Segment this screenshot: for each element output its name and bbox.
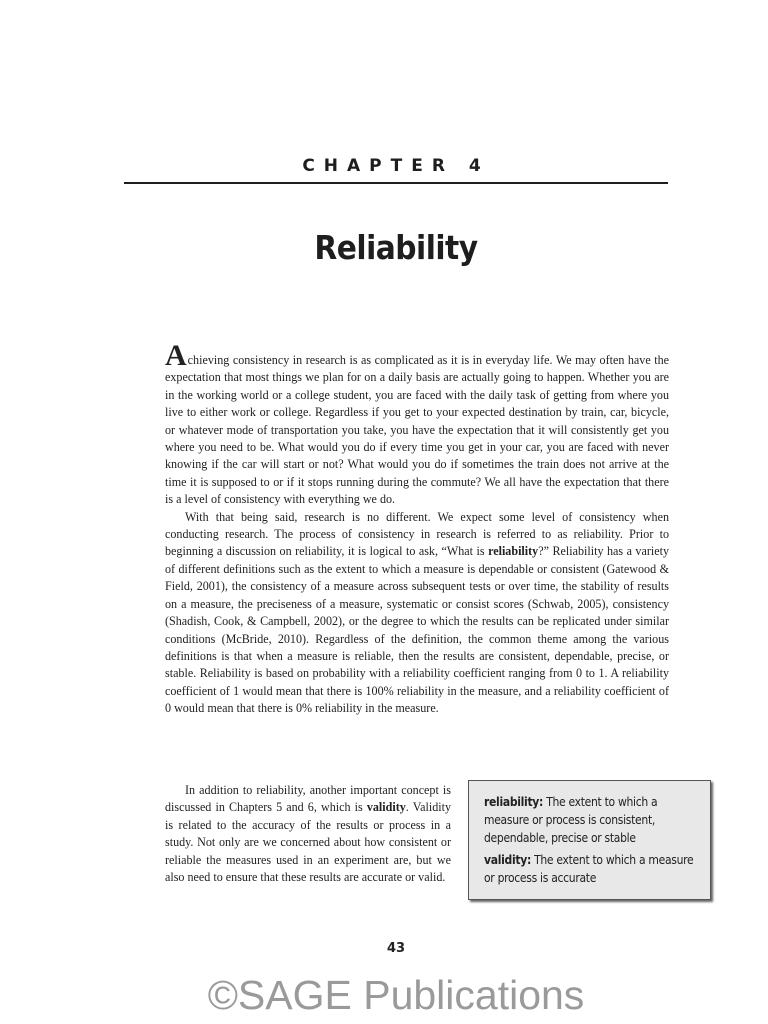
chapter-rule — [124, 182, 668, 184]
glossary-term: reliability: — [484, 795, 544, 809]
watermark: ©SAGE Publications — [207, 972, 585, 1018]
drop-cap: A — [165, 339, 187, 372]
paragraph-2-text-b: ?” Reliability has a variety of different definitions such as the extent to which a measure is dependable or consistent (Gatewood & Field, 2001), the consistency of a measure across subsequent tests or over time, the stability of results on a measure, the preciseness of a measure, systematic or consist scores (Schwab, 2005), consistency (Shadish, Cook, & Campbell, 2002), or the degree to which the results can be replicated under similar conditions (McBride, 2010). Regardless of the definition, the common theme among the various definitions is that when a measure is reliable, then the results are consistent, dependable, precise, or stable. Reliability is based on probability with a reliability coefficient ranging from 0 to 1. A reliability coefficient of 1 would mean that there is 100% reliability in the measure, and a reliability coefficient of 0 would mean that there is 0% reliability in the measure. — [165, 544, 669, 716]
glossary-definition: The extent to which a measure or process is consistent, dependable, precise or stable — [484, 795, 658, 845]
chapter-label: CHAPTER 4 — [302, 156, 490, 176]
validity-paragraph — [165, 782, 451, 886]
paragraph-3 — [165, 782, 451, 886]
glossary-entry-reliability — [484, 793, 696, 847]
glossary-definition: The extent to which a measure or process is accurate — [484, 853, 694, 885]
paragraph-2 — [165, 509, 669, 718]
chapter-title: Reliability — [314, 228, 478, 267]
reliability-term: reliability — [488, 544, 539, 559]
page-number: 43 — [386, 941, 406, 956]
paragraph-3-text-b: . Validity is related to the accuracy of the results or process in a study. Not only are we concerned about how consistent or reliable the measures used in an experiment are, but we also need to ensure that these results are accurate or valid. — [165, 800, 452, 885]
glossary-box — [468, 780, 711, 900]
main-body-text — [165, 339, 669, 718]
paragraph-1-text: chieving consistency in research is as complicated as it is in everyday life. We may often have the expectation that most things we plan for on a daily basis are actually going to happen. Whether you are in the working world or a college student, you are faced with the daily task of getting from where you live to either work or college. Regardless if you get to your expected destination by train, car, bicycle, or whatever mode of transportation you take, you have the expectation that it will consistently get you where you need to be. What would you do if every time you get in your car, you are faced with never knowing if the car will start or not? What would you do if sometimes the train does not arrive at the time it is supposed to or if it stops running during the commute? We all have the expectation that there is a level of consistency with everything we do. — [165, 353, 669, 507]
glossary-term: validity: — [484, 853, 531, 867]
paragraph-3-text-a: In addition to reliability, another important concept is discussed in Chapters 5 and 6, which is — [165, 783, 451, 815]
glossary-entry-validity — [484, 851, 696, 887]
paragraph-2-text-a: With that being said, research is no different. We expect some level of consistency when conducting research. The process of consistency in research is referred to as reliability. Prior to beginning a discussion on reliability, it is logical to ask, “What is — [165, 509, 669, 559]
validity-term: validity — [366, 800, 406, 815]
paragraph-1 — [165, 339, 669, 509]
